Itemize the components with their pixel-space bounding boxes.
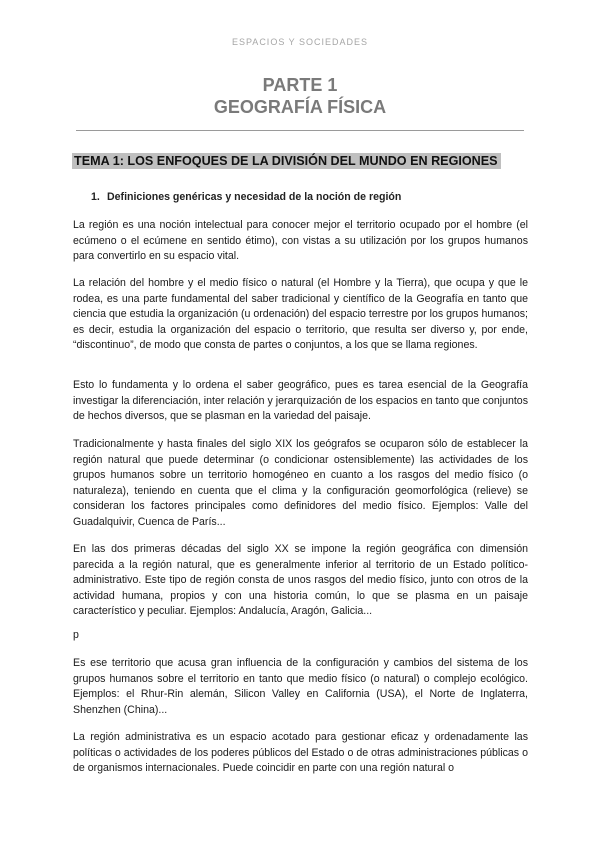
section-heading [91,191,401,203]
paragraph: En las dos primeras décadas del siglo XX se impone la región geográfica con dimensión parecida a la región natural, que es generalmente inferior al territorio de un Estado político-administrativo. Este tipo de región consta de unos rasgos del medio físico, junto con otros de la actividad humana, propios y con una historia común, lo que se plasma en un paisaje característico y peculiar. Ejemplos: Andalucía, Aragón, Galicia... [73,543,528,618]
section-title: Definiciones genéricas y necesidad de la noción de región [107,191,402,203]
part-title [0,74,600,118]
tema-heading: TEMA 1: LOS ENFOQUES DE LA DIVISIÓN DEL MUNDO EN REGIONES [72,153,501,169]
paragraph: La región es una noción intelectual para conocer mejor el territorio ocupado por el hombre (el ecúmeno o el ecúmene en sentido étimo), con vistas a su utilización por los grupos humanos para convertirlo en su espacio vital. [73,219,528,263]
title-divider [76,130,524,131]
paragraph: Es ese territorio que acusa gran influencia de la configuración y cambios del sistema de los grupos humanos sobre el territorio en tanto que medio físico (o natural) o complejo ecológico. Ejemplos: el Rhur-Rin alemán, Silicon Valley en California (USA), el Norte de Inglaterra, Shenzhen (China)... [73,657,528,716]
paragraph: p [73,629,79,641]
paragraph: La relación del hombre y el medio físico o natural (el Hombre y la Tierra), que ocupa y que le rodea, es una parte fundamental del saber tradicional y científico de la Geografía en tanto que ciencia que estudia la organización (u ordenación) del espacio terrestre por los grupos humanos; es decir, estudia la organización del espacio o territorio, que resulta ser diverso y, por ende, “discontinuo”, de modo que consta de partes o conjuntos, a los que se llama regiones. [73,277,528,352]
paragraph: Tradicionalmente y hasta finales del siglo XIX los geógrafos se ocuparon sólo de establecer la región natural que puede determinar (o condicionar ostensiblemente) las actividades de los grupos humanos sobre un territorio homogéneo en cuanto a los rasgos del medio físico (o naturaleza), teniendo en cuenta que el clima y la configuración geomorfológica (relieve) se consideran los factores principales como definidores del medio físico. Ejemplos: Valle del Guadalquivir, Cuenca de París... [73,438,528,528]
paragraph: La región administrativa es un espacio acotado para gestionar eficaz y ordenadamente las políticas o actividades de los poderes públicos del Estado o de otras administraciones públicas o de organismos internacionales. Puede coincidir en parte con una región natural o [73,731,528,775]
part-subject: GEOGRAFÍA FÍSICA [213,97,387,117]
running-header: ESPACIOS Y SOCIEDADES [231,37,369,47]
paragraph: Esto lo fundamenta y lo ordena el saber geográfico, pues es tarea esencial de la Geografía investigar la diferenciación, inter relación y jerarquización de los espacios en tanto que conjuntos de hechos diversos, que se plasman en la variedad del paisaje. [73,379,528,423]
part-number: PARTE 1 [262,75,338,95]
section-number: 1. [91,191,100,203]
